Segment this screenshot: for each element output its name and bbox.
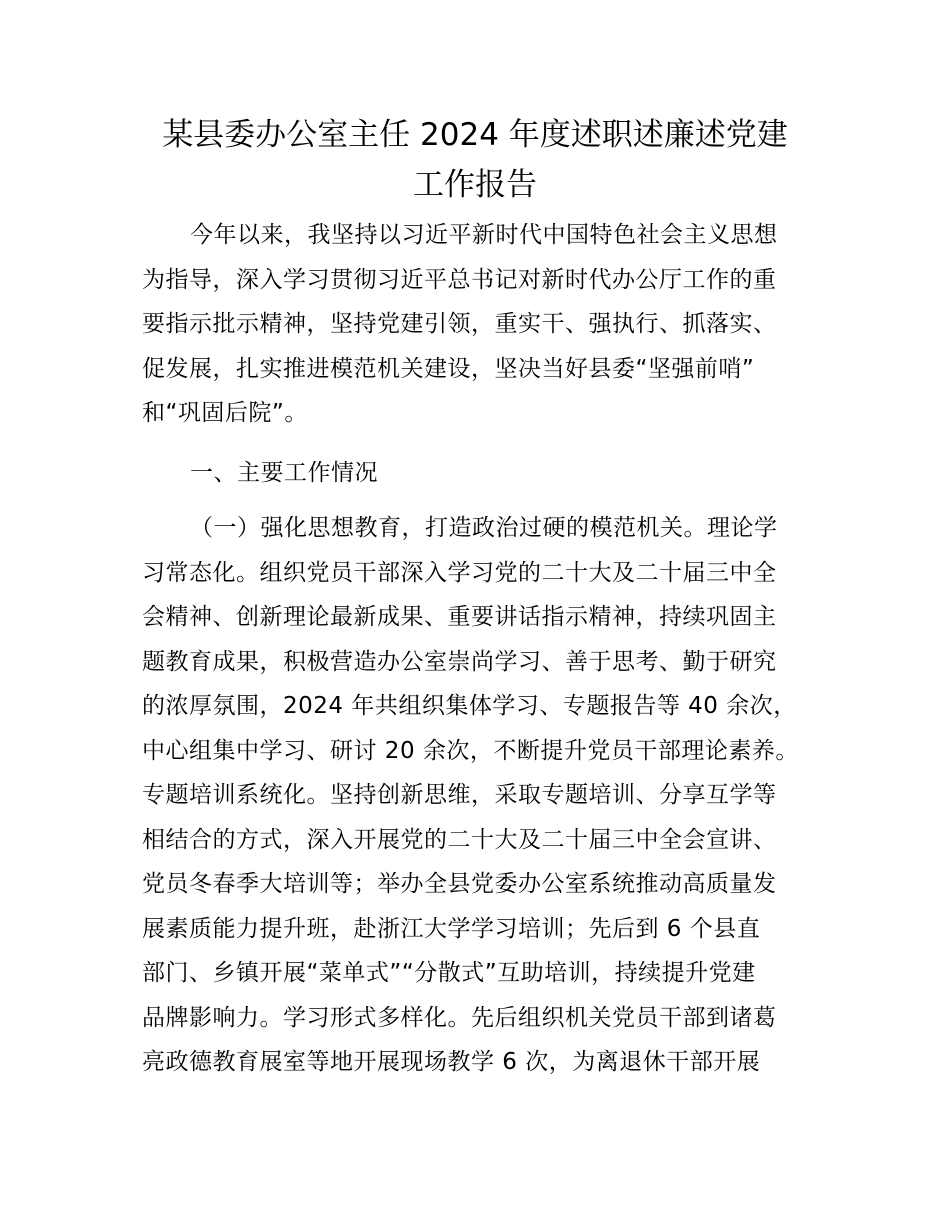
subsection-line: 中心组集中学习、研讨 20 余次，不断提升党员干部理论素养。 — [142, 737, 799, 764]
subsection-line: 的浓厚氛围，2024 年共组织集体学习、专题报告等 40 余次， — [142, 693, 797, 719]
document-body — [142, 213, 842, 1085]
subsection-paragraph — [142, 506, 842, 1085]
document-title — [100, 110, 850, 210]
section-heading: 一、主要工作情况 — [190, 459, 378, 486]
subsection-line: （一）强化思想教育，打造政治过硬的模范机关。理论学 — [190, 515, 778, 541]
subsection-line: 相结合的方式，深入开展党的二十大及二十届三中全会宣讲、 — [142, 826, 777, 853]
subsection-line: 习常态化。组织党员干部深入学习党的二十大及二十届三中全 — [142, 559, 777, 586]
intro-line: 要指示批示精神，坚持党建引领，重实干、强执行、抓落实、 — [142, 311, 777, 337]
intro-line: 为指导，深入学习贯彻习近平总书记对新时代办公厅工作的重 — [142, 266, 777, 293]
subsection-line: 品牌影响力。学习形式多样化。先后组织机关党员干部到诸葛 — [142, 1004, 777, 1031]
title-line-2: 工作报告 — [413, 167, 537, 203]
subsection-line: 党员冬春季大培训等；举办全县党委办公室系统推动高质量发 — [142, 871, 777, 897]
subsection-line: 部门、乡镇开展“菜单式”“分散式”互助培训，持续提升党建 — [142, 960, 756, 986]
subsection-line: 题教育成果，积极营造办公室崇尚学习、善于思考、勤于研究 — [142, 648, 777, 675]
subsection-line: 展素质能力提升班，赴浙江大学学习培训；先后到 6 个县直 — [142, 915, 761, 942]
title-line-1: 某县委办公室主任 2024 年度述职述廉述党建 — [162, 117, 788, 153]
subsection-line: 会精神、创新理论最新成果、重要讲话指示精神，持续巩固主 — [142, 604, 777, 630]
intro-line: 和“巩固后院”。 — [142, 400, 308, 426]
intro-paragraph — [142, 213, 842, 436]
subsection-line: 专题培训系统化。坚持创新思维，采取专题培训、分享互学等 — [142, 782, 777, 808]
intro-line: 今年以来，我坚持以习近平新时代中国特色社会主义思想 — [190, 222, 778, 248]
intro-line: 促发展，扎实推进模范机关建设，坚决当好县委“坚强前哨” — [142, 355, 755, 382]
subsection-line: 亮政德教育展室等地开展现场教学 6 次，为离退休干部开展 — [142, 1049, 761, 1075]
